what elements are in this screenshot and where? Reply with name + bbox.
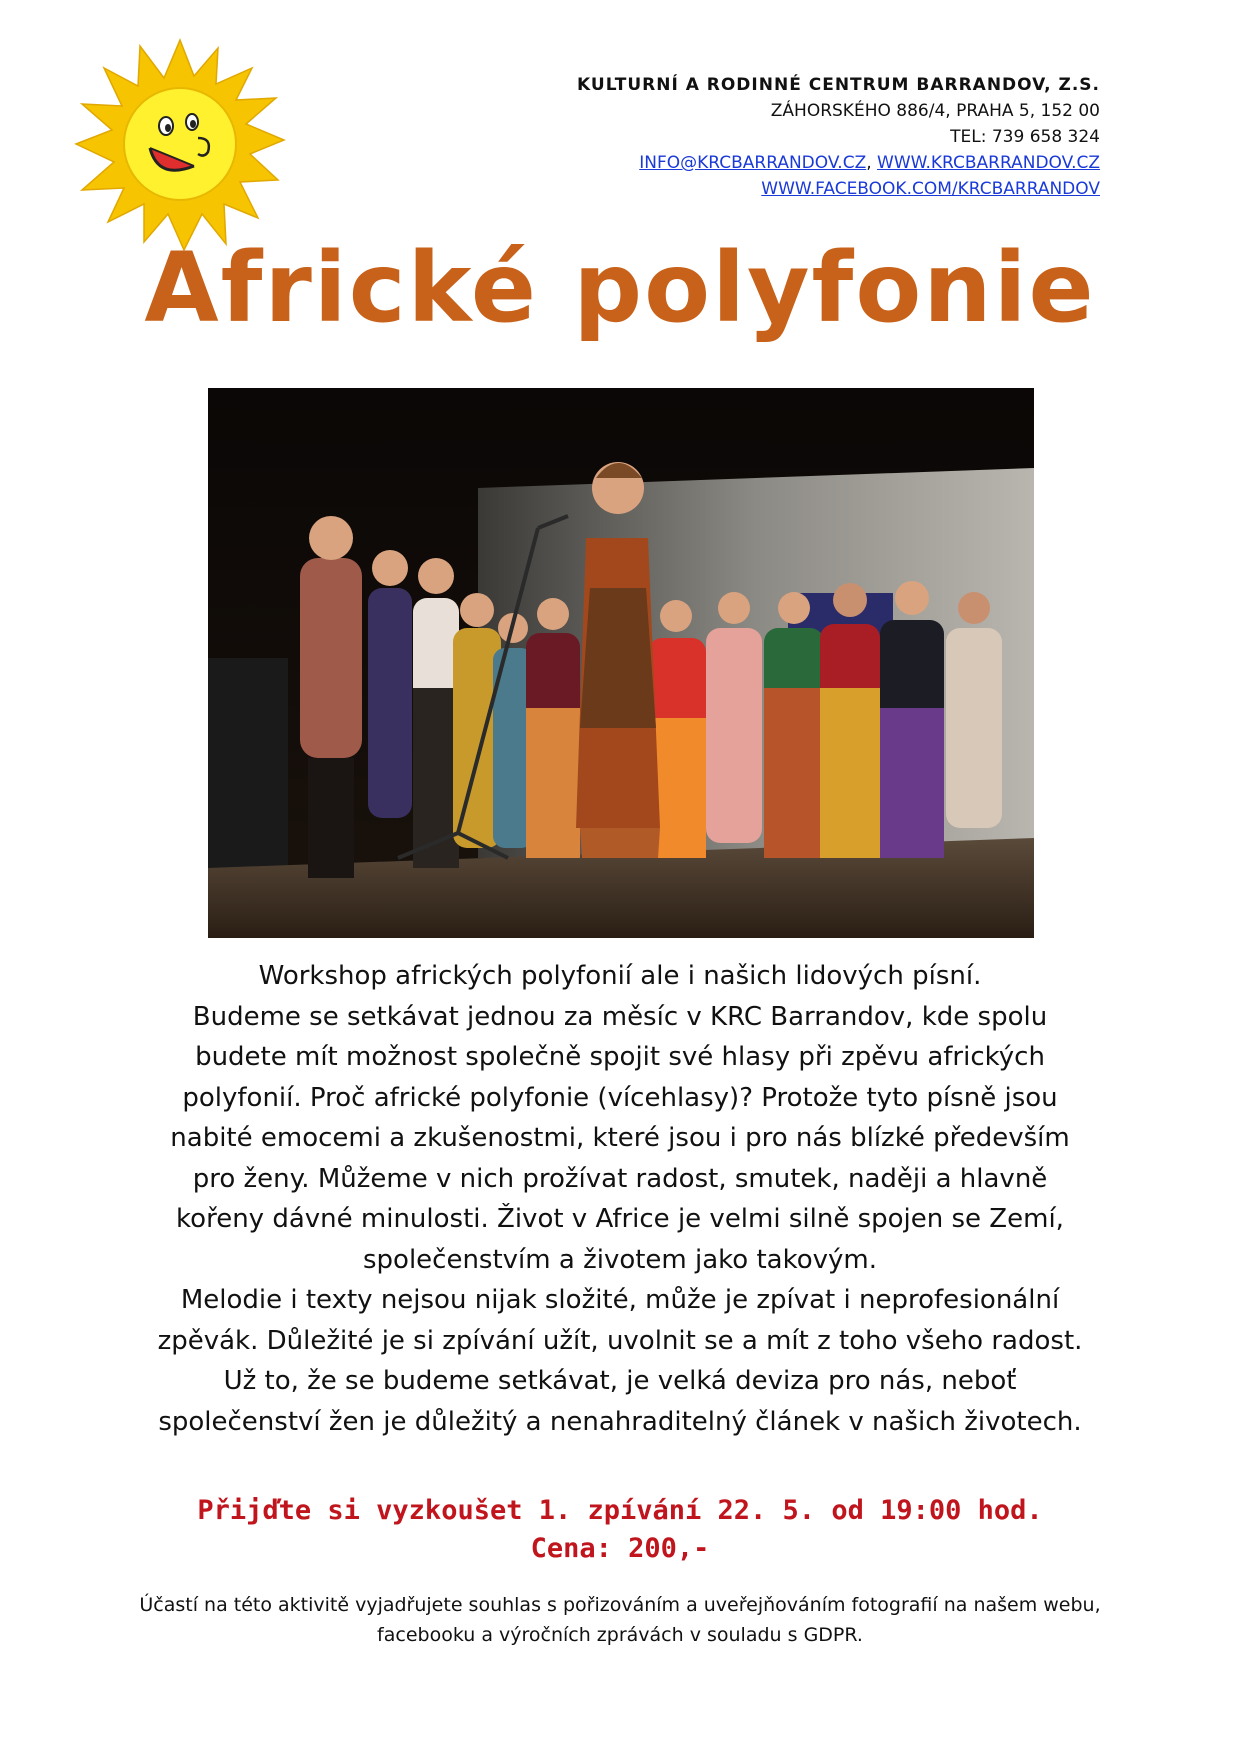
organization-phone: TEL: 739 658 324 [950, 127, 1100, 147]
sun-logo-icon [72, 32, 292, 260]
description-line: polyfonií. Proč africké polyfonie (vícehlasy)? Protože tyto písně jsou [182, 1082, 1058, 1113]
description-line: Workshop afrických polyfonií ale i našich lidových písní. [258, 961, 982, 991]
workshop-description [100, 956, 1140, 1442]
choir-stage-photo [208, 388, 1034, 938]
description-line: Budeme se setkávat jednou za měsíc v KRC Barrandov, kde spolu [192, 1001, 1048, 1032]
description-line: zpěvák. Důležité je si zpívání užít, uvolnit se a mít z toho všeho radost. [157, 1325, 1083, 1356]
description-line: kořeny dávné minulosti. Život v Africe je velmi silně spojen se Zemí, [176, 1204, 1064, 1234]
event-call-to-action [0, 1492, 1240, 1568]
description-line: společenstvím a životem jako takovým. [362, 1244, 878, 1275]
event-date-line: Přijďte si vyzkoušet 1. zpívání 22. 5. od 19:00 hod. [197, 1495, 1043, 1526]
facebook-link[interactable]: WWW.FACEBOOK.COM/KRCBARRANDOV [761, 179, 1100, 199]
contact-links-row [577, 150, 1100, 176]
description-line: pro ženy. Můžeme v nich prožívat radost, smutek, naději a hlavně [192, 1163, 1048, 1194]
link-separator: , [866, 153, 878, 173]
description-line: společenství žen je důležitý a nenahraditelný článek v našich životech. [158, 1406, 1082, 1437]
organization-header [577, 72, 1100, 202]
email-link[interactable]: INFO@KRCBARRANDOV.CZ [639, 153, 867, 173]
website-link[interactable]: WWW.KRCBARRANDOV.CZ [877, 153, 1100, 173]
page-title: Africké polyfonie [144, 232, 1096, 344]
description-line: nabité emocemi a zkušenostmi, které jsou i pro nás blízké především [170, 1123, 1070, 1153]
description-line: Už to, že se budeme setkávat, je velká deviza pro nás, neboť [223, 1366, 1017, 1396]
description-line: budete mít možnost společně spojit své hlasy při zpěvu afrických [195, 1042, 1045, 1072]
organization-name: KULTURNÍ A RODINNÉ CENTRUM BARRANDOV, Z.S. [577, 75, 1100, 95]
description-line: Melodie i texty nejsou nijak složité, může je zpívat i neprofesionální [180, 1285, 1060, 1315]
gdpr-note: Účastí na této aktivitě vyjadřujete souhlas s pořizováním a uveřejňováním fotografií na našem webu, facebooku a výročních zprávách v souladu s GDPR. [139, 1594, 1101, 1646]
organization-address: ZÁHORSKÉHO 886/4, PRAHA 5, 152 00 [770, 101, 1100, 121]
event-price-line: Cena: 200,- [530, 1533, 710, 1564]
